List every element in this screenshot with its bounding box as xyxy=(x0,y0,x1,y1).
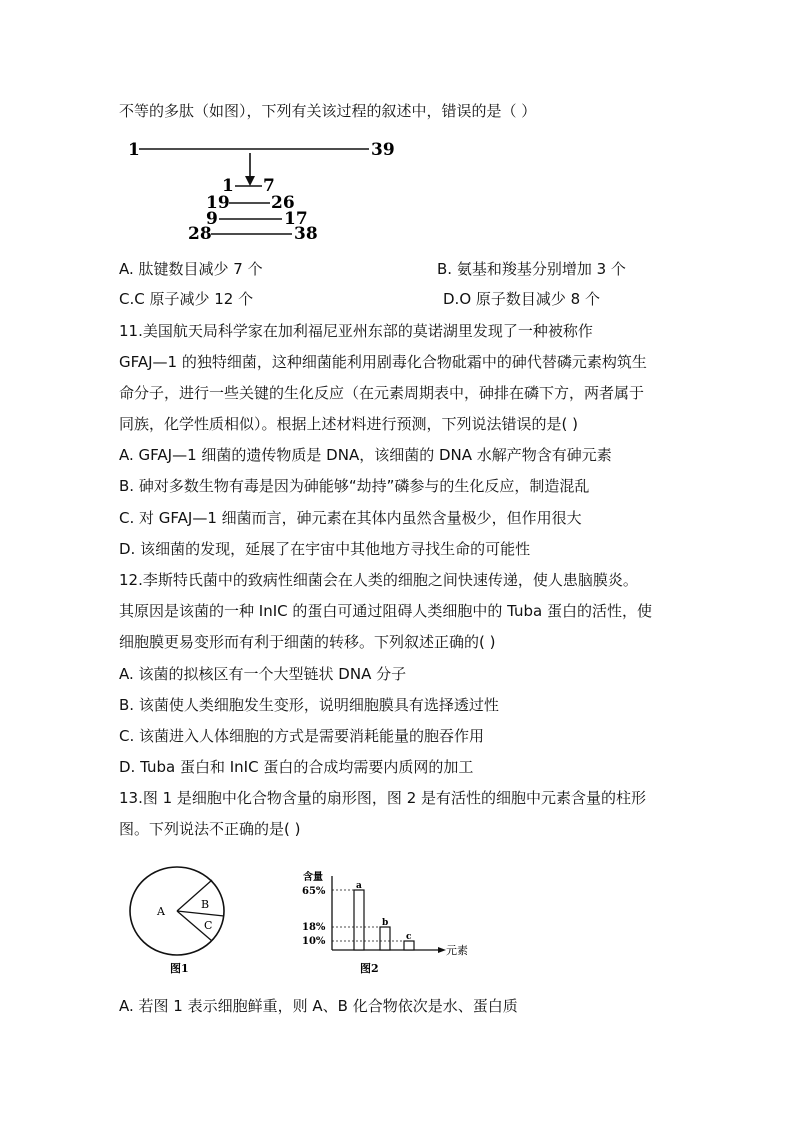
bar-label-c: c xyxy=(406,932,412,942)
chain-start-label: 1 xyxy=(128,140,140,160)
q10-option-d: D.O 原子数目减少 8 个 xyxy=(443,290,600,308)
q12-option-a: A. 该菌的拟核区有一个大型链状 DNA 分子 xyxy=(119,665,407,683)
fragment-1-start: 1 xyxy=(222,176,234,196)
q13-stem-line-2: 图。下列说法不正确的是( ) xyxy=(119,820,301,838)
q11-stem-line-1: 11.美国航天局科学家在加利福尼亚州东部的莫诺湖里发现了一种被称作 xyxy=(119,322,593,340)
fragment-4-end: 38 xyxy=(294,224,318,244)
bar-label-b: b xyxy=(382,918,389,928)
y-tick-18: 18% xyxy=(302,922,326,933)
q11-stem-line-4: 同族，化学性质相似）。根据上述材料进行预测，下列说法错误的是( ) xyxy=(119,415,578,433)
peptide-cleavage-diagram xyxy=(125,136,405,244)
q12-option-c: C. 该菌进入人体细胞的方式是需要消耗能量的胞吞作用 xyxy=(119,727,485,745)
q13-stem-line-1: 13.图 1 是细胞中化合物含量的扇形图，图 2 是有活性的细胞中元素含量的柱形 xyxy=(119,789,647,807)
fragment-2-start: 19 xyxy=(206,193,230,213)
q11-option-d: D. 该细菌的发现，延展了在宇宙中其他地方寻找生命的可能性 xyxy=(119,540,531,558)
figure-2-bar-chart xyxy=(300,868,490,978)
sector-a-label: A xyxy=(157,905,165,918)
q11-option-c: C. 对 GFAJ—1 细菌而言，砷元素在其体内虽然含量极少，但作用很大 xyxy=(119,509,582,527)
fragment-4-start: 28 xyxy=(188,224,212,244)
q10-stem: 不等的多肽（如图），下列有关该过程的叙述中，错误的是（ ） xyxy=(119,102,537,120)
fragment-3-end: 17 xyxy=(284,209,308,229)
q12-option-d: D. Tuba 蛋白和 InIC 蛋白的合成均需要内质网的加工 xyxy=(119,758,474,776)
figure-1-caption: 图1 xyxy=(170,962,189,975)
bar-label-a: a xyxy=(356,881,362,891)
q12-stem-line-3: 细胞膜更易变形而有利于细菌的转移。下列叙述正确的( ) xyxy=(119,633,496,651)
sector-b-label: B xyxy=(201,898,210,911)
y-tick-65: 65% xyxy=(302,886,326,897)
q12-stem-line-2: 其原因是该菌的一种 InIC 的蛋白可通过阻碍人类细胞中的 Tuba 蛋白的活性，使 xyxy=(119,602,653,620)
q10-option-a: A. 肽键数目减少 7 个 xyxy=(119,260,263,278)
y-axis-label: 含量 xyxy=(303,872,323,883)
q11-stem-line-2: GFAJ—1 的独特细菌，这种细菌能利用剧毒化合物砒霜中的砷代替磷元素构筑生 xyxy=(119,353,647,371)
figure-1-pie-chart xyxy=(126,866,246,978)
bar-b xyxy=(380,927,390,950)
q12-option-b: B. 该菌使人类细胞发生变形，说明细胞膜具有选择透过性 xyxy=(119,696,499,714)
fragment-1-end: 7 xyxy=(263,176,275,196)
q13-option-a: A. 若图 1 表示细胞鲜重，则 A、B 化合物依次是水、蛋白质 xyxy=(119,997,518,1015)
q11-stem-line-3: 命分子，进行一些关键的生化反应（在元素周期表中，砷排在磷下方，两者属于 xyxy=(119,384,645,402)
figure-2-caption: 图2 xyxy=(360,962,379,975)
fragment-2-end: 26 xyxy=(271,193,295,213)
bar-a xyxy=(354,890,364,950)
bar-c xyxy=(404,941,414,950)
y-tick-10: 10% xyxy=(302,936,326,947)
x-axis-label: 元素 xyxy=(446,944,468,957)
fragment-3-start: 9 xyxy=(206,209,218,229)
y-tick-labels xyxy=(302,886,326,947)
q10-option-b: B. 氨基和羧基分别增加 3 个 xyxy=(437,260,626,278)
bars-group xyxy=(332,881,414,950)
chain-end-label: 39 xyxy=(371,140,395,160)
q12-stem-line-1: 12.李斯特氏菌中的致病性细菌会在人类的细胞之间快速传递，使人患脑膜炎。 xyxy=(119,571,638,589)
q11-option-a: A. GFAJ—1 细菌的遗传物质是 DNA，该细菌的 DNA 水解产物含有砷元素 xyxy=(119,446,612,464)
sector-c-label: C xyxy=(204,919,213,932)
q11-option-b: B. 砷对多数生物有毒是因为砷能够“劫持”磷参与的生化反应，制造混乱 xyxy=(119,477,590,495)
q10-option-c: C.C 原子减少 12 个 xyxy=(119,290,254,308)
